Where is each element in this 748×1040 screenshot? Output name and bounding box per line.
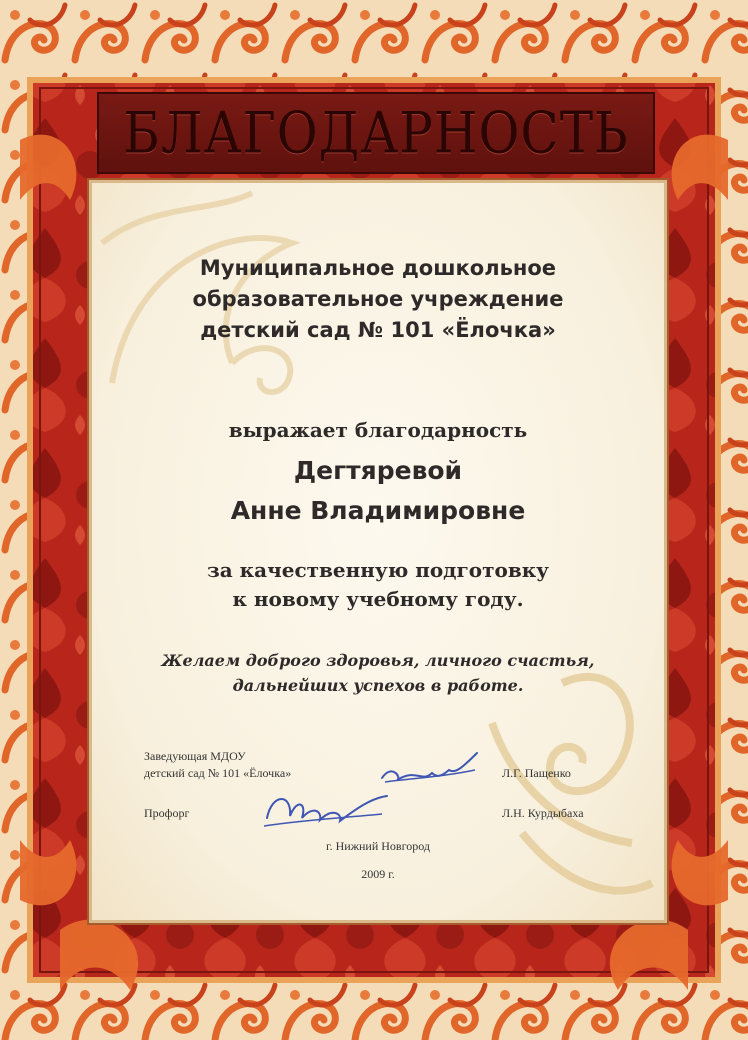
organization-line: образовательное учреждение [192, 287, 564, 311]
organization-line: Муниципальное дошкольное [199, 256, 557, 280]
recipient-surname: Дегтяревой [293, 456, 463, 485]
certificate-title: БЛАГОДАРНОСТЬ [123, 99, 629, 167]
organization-line: детский сад № 101 «Ёлочка» [200, 318, 556, 342]
reason-line: к новому учебному году. [232, 587, 524, 611]
head-title-line: детский сад № 101 «Ёлочка» [144, 766, 292, 780]
recipient-given-name: Анне Владимировне [230, 496, 526, 525]
wish-line: дальнейших успехов в работе. [232, 676, 524, 695]
title-plate [97, 92, 655, 174]
city: г. Нижний Новгород [326, 839, 430, 853]
recipient-name [92, 451, 664, 531]
head-name: Л.Г. Пащенко [502, 766, 571, 780]
wish-line: Желаем доброго здоровья, личного счастья, [161, 651, 595, 670]
head-signature [377, 748, 487, 793]
union-signature [262, 788, 392, 833]
union-title: Профорг [144, 806, 190, 820]
expresses-text: выражает благодарность [228, 418, 528, 442]
certificate-panel [92, 183, 664, 920]
head-title [144, 748, 291, 782]
head-title-line: Заведующая МДОУ [144, 749, 246, 763]
organization-block [92, 253, 664, 346]
union-name: Л.Н. Курдыбаха [502, 806, 584, 820]
reason-text [92, 556, 664, 614]
wish-text [92, 648, 664, 698]
reason-line: за качественную подготовку [207, 558, 549, 582]
year: 2009 г. [361, 867, 395, 881]
